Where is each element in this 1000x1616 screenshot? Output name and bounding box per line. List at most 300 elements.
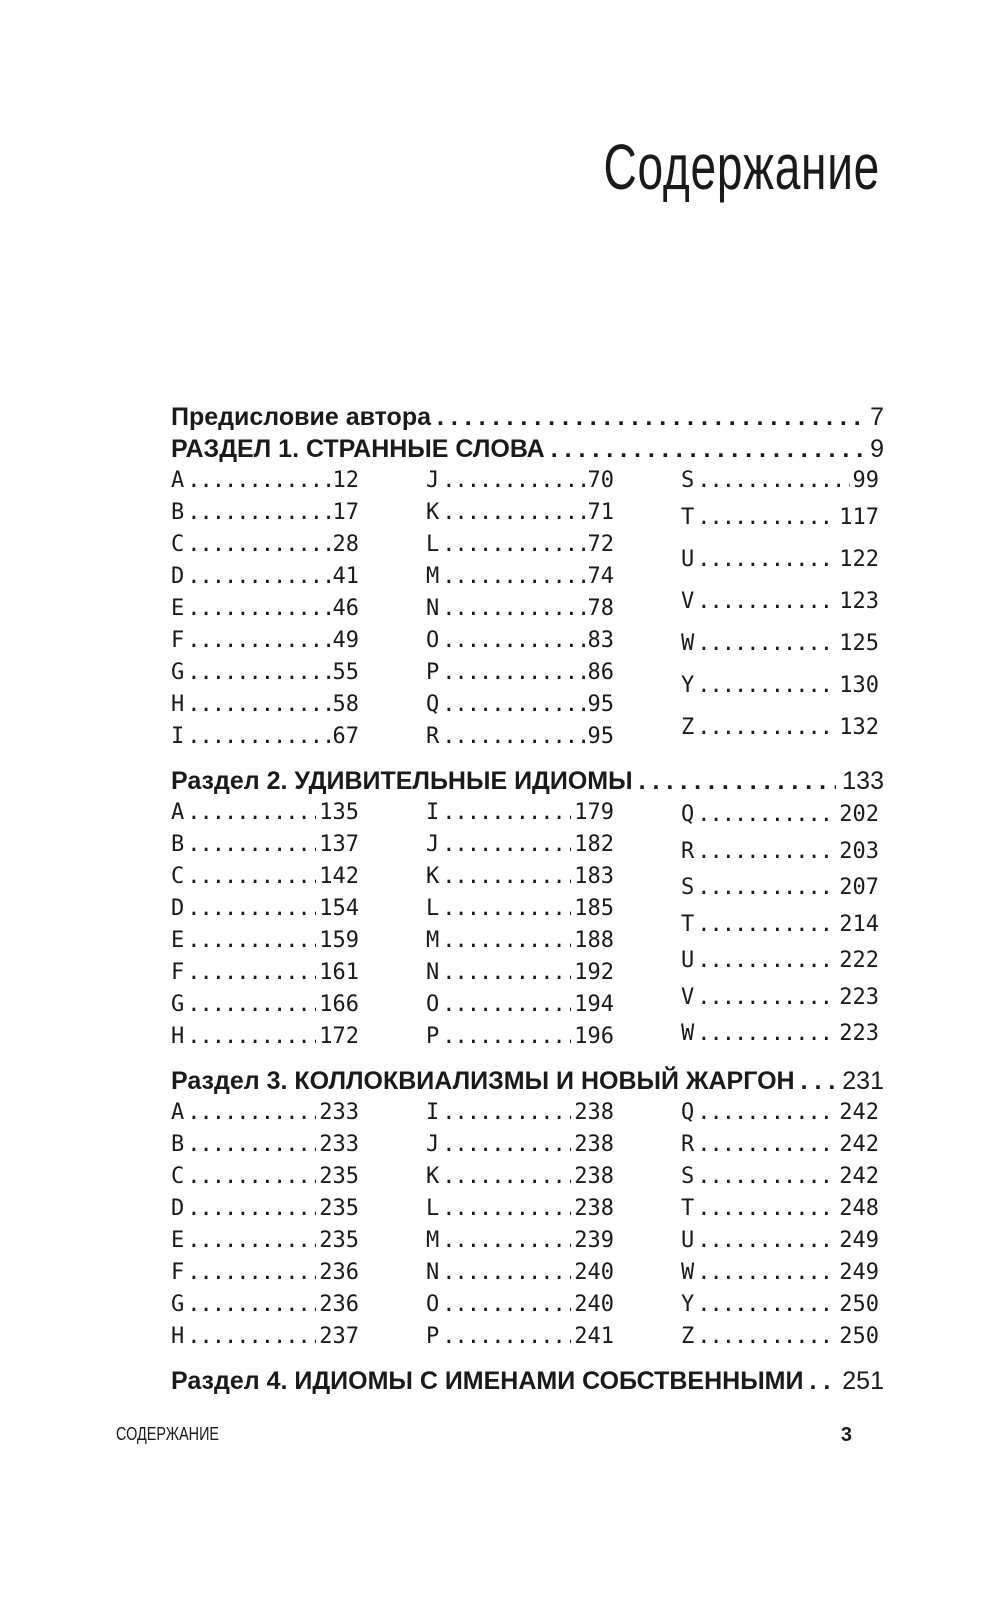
entry-page: 46 [332, 596, 359, 621]
dot-leader [437, 401, 864, 433]
letter-entry[interactable] [681, 870, 879, 907]
toc-section-label: Раздел 2. УДИВИТЕЛЬНЫЕ ИДИОМЫ [171, 767, 633, 795]
letter-entry[interactable] [426, 1225, 614, 1257]
letter-entry[interactable] [171, 497, 359, 529]
letter-entry[interactable] [681, 1321, 879, 1353]
entry-page: 182 [574, 832, 614, 857]
dot-leader [697, 1193, 836, 1225]
letter-column [426, 1097, 681, 1353]
dot-leader [801, 1065, 837, 1097]
toc-section-label: Раздел 4. ИДИОМЫ С ИМЕНАМИ СОБСТВЕННЫМИ [171, 1367, 804, 1395]
dot-leader [442, 989, 571, 1021]
entry-page: 223 [839, 1021, 879, 1046]
entry-letter: J [426, 468, 440, 493]
dot-leader [187, 721, 329, 753]
entry-letter: C [171, 864, 185, 889]
dot-leader [442, 829, 571, 861]
letter-entry[interactable] [426, 529, 614, 561]
entry-page: 250 [839, 1324, 879, 1349]
entry-page: 203 [839, 838, 879, 864]
dot-leader [187, 797, 316, 829]
letter-column [171, 465, 426, 753]
entry-letter: P [426, 1324, 440, 1349]
entry-page: 125 [839, 631, 879, 656]
letter-entry[interactable] [426, 1321, 614, 1353]
letter-index-columns [171, 1097, 884, 1353]
entry-page: 222 [839, 948, 879, 973]
toc-section-page: 251 [842, 1367, 884, 1395]
entry-page: 135 [319, 800, 359, 825]
entry-page: 237 [319, 1324, 359, 1349]
page-number: 3 [840, 1424, 852, 1446]
dot-leader [442, 797, 571, 829]
entry-letter: B [171, 832, 185, 857]
entry-letter: R [681, 1132, 695, 1157]
entry-page: 137 [319, 832, 359, 857]
entry-page: 242 [839, 1132, 879, 1157]
letter-column [681, 465, 884, 753]
entry-page: 183 [574, 864, 614, 889]
entry-page: 238 [574, 1164, 614, 1189]
dot-leader [442, 1097, 571, 1129]
letter-entry[interactable] [681, 797, 879, 834]
letter-entry[interactable] [681, 465, 879, 497]
dot-leader [187, 989, 316, 1021]
entry-letter: K [426, 500, 440, 525]
entry-letter: O [426, 1292, 440, 1317]
entry-page: 41 [332, 564, 359, 589]
letter-entry[interactable] [171, 1129, 359, 1161]
entry-letter: H [171, 692, 185, 717]
entry-letter: E [171, 1228, 185, 1253]
letter-entry[interactable] [681, 943, 879, 980]
dot-leader [697, 1257, 836, 1289]
entry-letter: M [426, 564, 440, 589]
entry-letter: A [171, 468, 185, 493]
entry-page: 159 [319, 928, 359, 953]
entry-letter: D [171, 896, 185, 921]
entry-letter: W [681, 631, 695, 656]
letter-entry[interactable] [171, 1225, 359, 1257]
letter-entry[interactable] [171, 721, 359, 753]
letter-entry[interactable] [171, 593, 359, 625]
entry-letter: G [171, 660, 185, 685]
entry-page: 86 [587, 660, 614, 685]
toc-preface-page: 7 [870, 403, 884, 431]
dot-leader [187, 957, 316, 989]
letter-entry[interactable] [171, 561, 359, 593]
dot-leader [187, 689, 329, 721]
letter-entry[interactable] [171, 529, 359, 561]
entry-letter: Q [681, 802, 695, 827]
entry-letter: J [426, 832, 440, 857]
dot-leader [809, 1365, 836, 1397]
dot-leader [187, 1193, 316, 1225]
letter-entry[interactable] [171, 1321, 359, 1353]
entry-letter: E [171, 596, 185, 621]
dot-leader [187, 893, 316, 925]
dot-leader [442, 625, 584, 657]
dot-leader [187, 625, 329, 657]
letter-entry[interactable] [426, 957, 614, 989]
entry-page: 179 [574, 800, 614, 825]
toc-preface-label: Предисловие автора [171, 403, 431, 431]
letter-entry[interactable] [426, 989, 614, 1021]
dot-leader [187, 1257, 316, 1289]
letter-entry[interactable] [426, 625, 614, 657]
letter-entry[interactable] [171, 625, 359, 657]
page-title: Содержание [603, 131, 880, 203]
letter-entry[interactable] [426, 1097, 614, 1129]
entry-letter: C [171, 1164, 185, 1189]
dot-leader [697, 834, 836, 871]
toc-section-page: 231 [842, 1067, 884, 1095]
entry-letter: P [426, 660, 440, 685]
dot-leader [187, 1225, 316, 1257]
entry-page: 238 [574, 1100, 614, 1125]
letter-column [171, 1097, 426, 1353]
entry-letter: Z [681, 1324, 695, 1349]
letter-entry[interactable] [681, 1257, 879, 1289]
dot-leader [551, 433, 864, 465]
letter-entry[interactable] [426, 1289, 614, 1321]
dot-leader [442, 561, 584, 593]
entry-letter: N [426, 596, 440, 621]
dot-leader [187, 1021, 316, 1053]
letter-entry[interactable] [426, 1021, 614, 1053]
entry-letter: G [171, 1292, 185, 1317]
dot-leader [697, 797, 836, 834]
letter-entry[interactable] [681, 1161, 879, 1193]
entry-page: 233 [319, 1100, 359, 1125]
letter-entry[interactable] [171, 893, 359, 925]
entry-letter: T [681, 911, 695, 937]
letter-entry[interactable] [681, 1097, 879, 1129]
entry-page: 58 [332, 692, 359, 717]
toc-sections [171, 433, 884, 1397]
letter-entry[interactable] [171, 465, 359, 497]
entry-letter: S [681, 468, 695, 493]
dot-leader [697, 1289, 836, 1321]
dot-leader [442, 593, 584, 625]
dot-leader [639, 765, 837, 797]
letter-entry[interactable] [171, 689, 359, 721]
entry-letter: I [426, 800, 440, 825]
entry-letter: N [426, 960, 440, 985]
letter-entry[interactable] [681, 707, 879, 749]
letter-entry[interactable] [426, 1257, 614, 1289]
entry-letter: F [171, 960, 185, 985]
dot-leader [442, 689, 584, 721]
entry-page: 71 [587, 500, 614, 525]
entry-letter: L [426, 532, 440, 557]
entry-letter: Y [681, 1292, 695, 1317]
entry-page: 49 [332, 628, 359, 653]
entry-page: 185 [574, 896, 614, 921]
entry-page: 214 [839, 911, 879, 937]
entry-letter: F [171, 628, 185, 653]
letter-entry[interactable] [681, 581, 879, 623]
entry-page: 123 [839, 589, 879, 614]
entry-page: 12 [332, 468, 359, 493]
entry-letter: M [426, 1228, 440, 1253]
letter-entry[interactable] [171, 1097, 359, 1129]
dot-leader [187, 1097, 316, 1129]
dot-leader [187, 497, 329, 529]
entry-letter: D [171, 1196, 185, 1221]
dot-leader [442, 1321, 571, 1353]
letter-entry[interactable] [426, 1129, 614, 1161]
entry-page: 248 [839, 1196, 879, 1221]
dot-leader [442, 465, 584, 497]
letter-column [681, 1097, 884, 1353]
letter-entry[interactable] [426, 861, 614, 893]
entry-page: 55 [332, 660, 359, 685]
entry-letter: Q [426, 692, 440, 717]
letter-entry[interactable] [171, 1193, 359, 1225]
entry-letter: K [426, 864, 440, 889]
letter-entry[interactable] [681, 1193, 879, 1225]
letter-entry[interactable] [681, 834, 879, 871]
dot-leader [442, 957, 571, 989]
dot-leader [697, 623, 836, 665]
dot-leader [697, 497, 836, 539]
entry-page: 202 [839, 802, 879, 827]
entry-page: 166 [319, 992, 359, 1017]
dot-leader [697, 1161, 836, 1193]
dot-leader [442, 1193, 571, 1225]
dot-leader [187, 1321, 316, 1353]
dot-leader [187, 1161, 316, 1193]
dot-leader [442, 893, 571, 925]
dot-leader [187, 925, 316, 957]
entry-page: 241 [574, 1324, 614, 1349]
dot-leader [697, 1129, 836, 1161]
letter-entry[interactable] [681, 907, 879, 944]
dot-leader [442, 1289, 571, 1321]
letter-entry[interactable] [426, 925, 614, 957]
entry-page: 99 [852, 468, 879, 493]
letter-entry[interactable] [171, 1257, 359, 1289]
entry-letter: J [426, 1132, 440, 1157]
toc-section-2[interactable] [171, 765, 884, 797]
entry-letter: N [426, 1260, 440, 1285]
entry-letter: D [171, 564, 185, 589]
entry-letter: A [171, 800, 185, 825]
entry-page: 249 [839, 1228, 879, 1253]
letter-entry[interactable] [171, 861, 359, 893]
toc-preface[interactable] [171, 401, 884, 433]
dot-leader [442, 1225, 571, 1257]
dot-leader [187, 829, 316, 861]
entry-page: 250 [839, 1292, 879, 1317]
entry-page: 223 [839, 984, 879, 1010]
entry-page: 196 [574, 1024, 614, 1049]
letter-entry[interactable] [681, 980, 879, 1017]
entry-page: 235 [319, 1164, 359, 1189]
entry-page: 130 [839, 673, 879, 698]
dot-leader [697, 707, 836, 749]
letter-entry[interactable] [681, 1016, 879, 1053]
letter-entry[interactable] [171, 989, 359, 1021]
entry-page: 192 [574, 960, 614, 985]
entry-letter: I [426, 1100, 440, 1125]
letter-entry[interactable] [426, 465, 614, 497]
entry-letter: Y [681, 673, 695, 698]
letter-column [426, 465, 681, 753]
toc-section-page: 133 [842, 767, 884, 795]
entry-page: 28 [332, 532, 359, 557]
dot-leader [697, 1321, 836, 1353]
letter-entry[interactable] [426, 1193, 614, 1225]
letter-entry[interactable] [171, 1289, 359, 1321]
dot-leader [697, 665, 836, 707]
entry-page: 236 [319, 1260, 359, 1285]
entry-page: 95 [587, 724, 614, 749]
entry-page: 172 [319, 1024, 359, 1049]
entry-letter: O [426, 992, 440, 1017]
entry-page: 233 [319, 1132, 359, 1157]
letter-entry[interactable] [426, 497, 614, 529]
entry-letter: Q [681, 1100, 695, 1125]
entry-page: 72 [587, 532, 614, 557]
toc-section-4[interactable] [171, 1365, 884, 1397]
entry-page: 188 [574, 928, 614, 953]
dot-leader [697, 907, 836, 944]
entry-letter: K [426, 1164, 440, 1189]
toc-section-3[interactable] [171, 1065, 884, 1097]
entry-page: 235 [319, 1228, 359, 1253]
letter-entry[interactable] [171, 957, 359, 989]
letter-entry[interactable] [426, 561, 614, 593]
letter-column [681, 797, 884, 1053]
dot-leader [697, 943, 836, 980]
letter-entry[interactable] [171, 829, 359, 861]
entry-page: 236 [319, 1292, 359, 1317]
letter-entry[interactable] [681, 665, 879, 707]
entry-letter: W [681, 1260, 695, 1285]
entry-letter: T [681, 1196, 695, 1221]
entry-letter: E [171, 928, 185, 953]
entry-letter: H [171, 1024, 185, 1049]
letter-entry[interactable] [426, 893, 614, 925]
dot-leader [442, 529, 584, 561]
entry-page: 239 [574, 1228, 614, 1253]
entry-page: 238 [574, 1132, 614, 1157]
letter-entry[interactable] [681, 1225, 879, 1257]
entry-letter: C [171, 532, 185, 557]
letter-entry[interactable] [681, 497, 879, 539]
entry-letter: U [681, 547, 695, 572]
dot-leader [442, 721, 584, 753]
letter-entry[interactable] [426, 657, 614, 689]
letter-index-columns [171, 465, 884, 753]
entry-letter: P [426, 1024, 440, 1049]
letter-entry[interactable] [426, 829, 614, 861]
entry-page: 83 [587, 628, 614, 653]
entry-letter: H [171, 1324, 185, 1349]
dot-leader [697, 980, 836, 1017]
dot-leader [697, 1225, 836, 1257]
letter-entry[interactable] [171, 797, 359, 829]
dot-leader [187, 529, 329, 561]
dot-leader [697, 1097, 836, 1129]
dot-leader [442, 861, 571, 893]
entry-letter: F [171, 1260, 185, 1285]
entry-page: 194 [574, 992, 614, 1017]
letter-column [426, 797, 681, 1053]
entry-letter: I [171, 724, 185, 749]
entry-page: 240 [574, 1292, 614, 1317]
letter-entry[interactable] [171, 657, 359, 689]
letter-entry[interactable] [681, 1129, 879, 1161]
dot-leader [442, 497, 584, 529]
entry-letter: L [426, 1196, 440, 1221]
dot-leader [442, 1021, 571, 1053]
dot-leader [697, 1016, 836, 1053]
toc-section-label: РАЗДЕЛ 1. СТРАННЫЕ СЛОВА [171, 435, 545, 463]
dot-leader [442, 925, 571, 957]
entry-letter: R [681, 838, 695, 864]
letter-entry[interactable] [171, 1161, 359, 1193]
letter-entry[interactable] [426, 689, 614, 721]
letter-entry[interactable] [426, 1161, 614, 1193]
toc-section-1[interactable] [171, 433, 884, 465]
entry-page: 242 [839, 1164, 879, 1189]
letter-entry[interactable] [681, 1289, 879, 1321]
toc-section-page: 9 [870, 435, 884, 463]
letter-entry[interactable] [426, 797, 614, 829]
letter-entry[interactable] [681, 623, 879, 665]
table-of-contents [171, 401, 884, 1397]
letter-entry[interactable] [426, 721, 614, 753]
dot-leader [697, 581, 836, 623]
entry-letter: A [171, 1100, 185, 1125]
entry-letter: S [681, 1164, 695, 1189]
entry-letter: L [426, 896, 440, 921]
entry-page: 242 [839, 1100, 879, 1125]
letter-entry[interactable] [171, 1021, 359, 1053]
letter-entry[interactable] [426, 593, 614, 625]
dot-leader [442, 1161, 571, 1193]
entry-letter: R [426, 724, 440, 749]
entry-letter: W [681, 1021, 695, 1046]
entry-page: 67 [332, 724, 359, 749]
entry-page: 74 [587, 564, 614, 589]
entry-page: 78 [587, 596, 614, 621]
dot-leader [187, 561, 329, 593]
entry-page: 132 [839, 715, 879, 740]
letter-entry[interactable] [171, 925, 359, 957]
dot-leader [442, 1257, 571, 1289]
entry-page: 238 [574, 1196, 614, 1221]
entry-letter: M [426, 928, 440, 953]
entry-letter: S [681, 875, 695, 900]
entry-letter: V [681, 589, 695, 614]
dot-leader [187, 861, 316, 893]
dot-leader [187, 593, 329, 625]
entry-letter: V [681, 984, 695, 1010]
entry-page: 17 [332, 500, 359, 525]
entry-page: 142 [319, 864, 359, 889]
entry-page: 117 [839, 505, 879, 530]
entry-page: 240 [574, 1260, 614, 1285]
entry-letter: T [681, 505, 695, 530]
entry-letter: O [426, 628, 440, 653]
letter-index-columns [171, 797, 884, 1053]
entry-page: 207 [839, 875, 879, 900]
letter-entry[interactable] [681, 539, 879, 581]
